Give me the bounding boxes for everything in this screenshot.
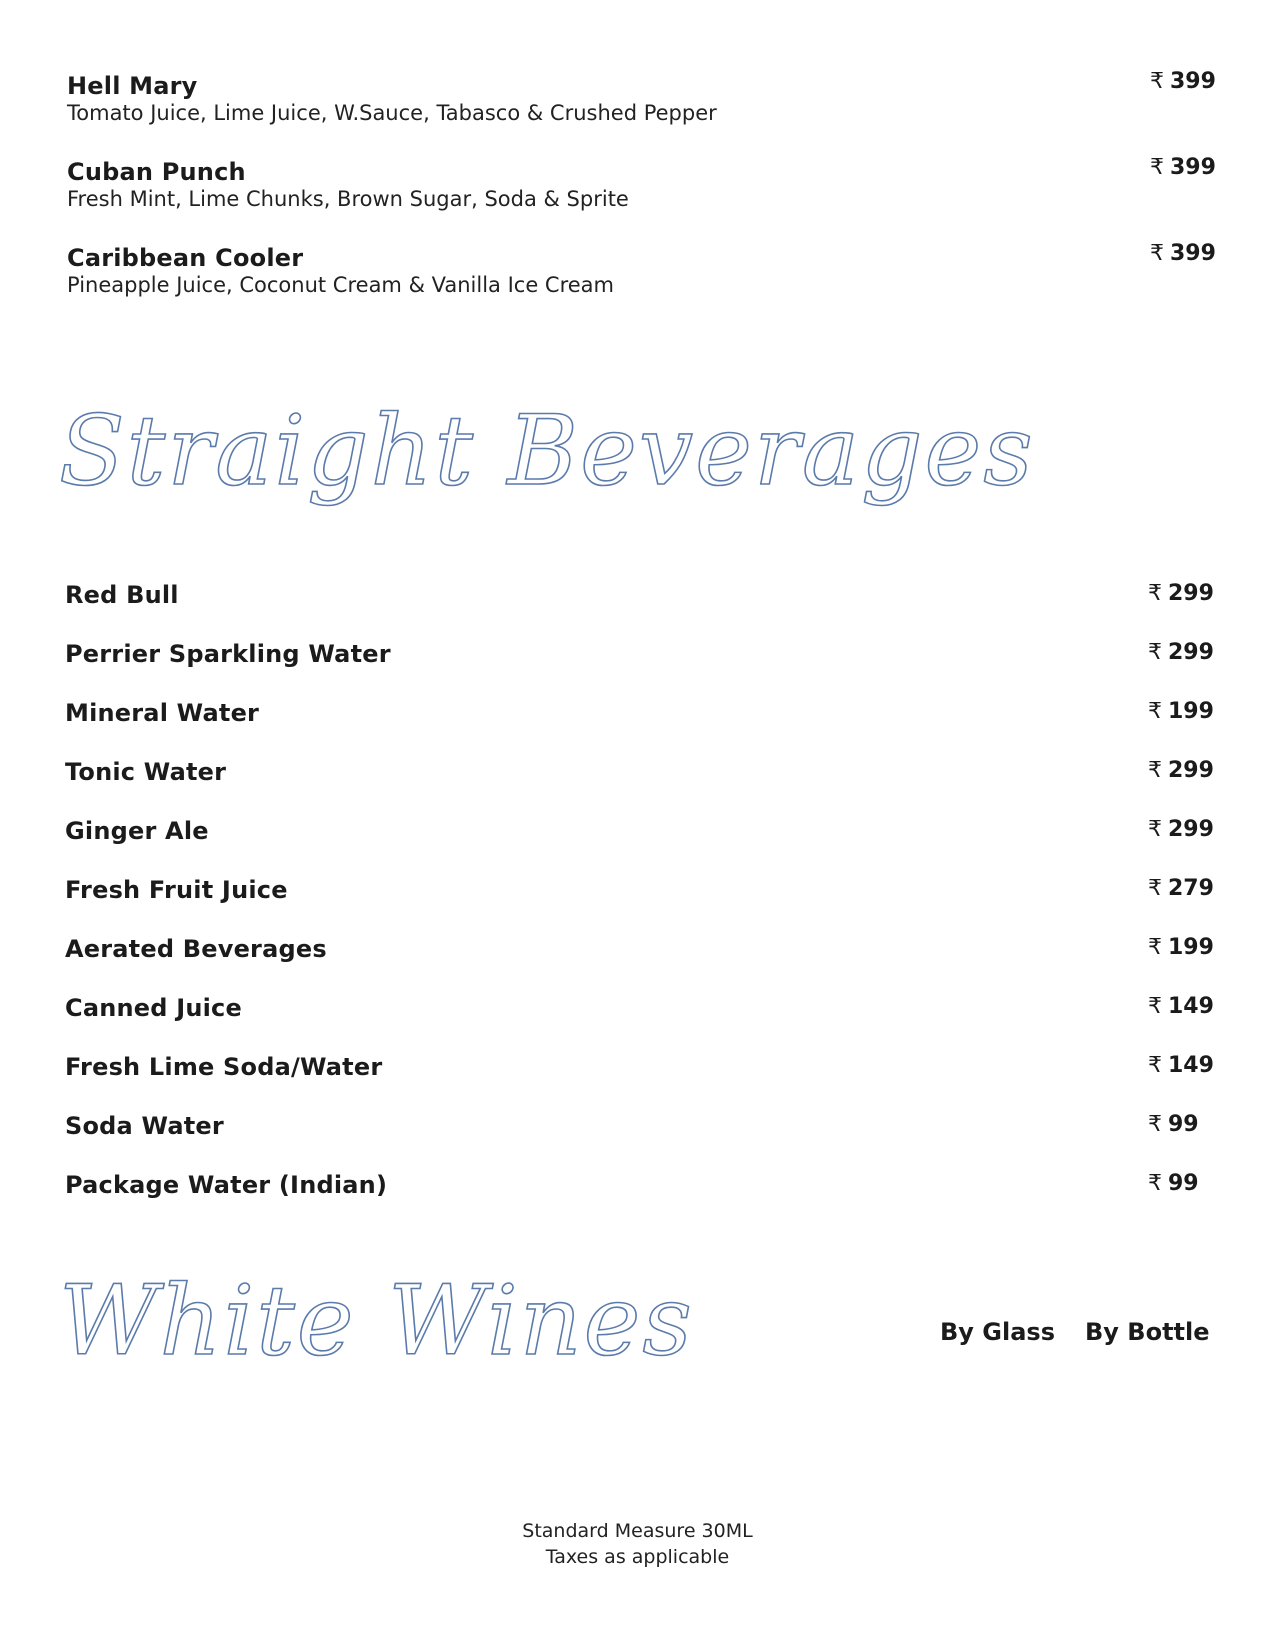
item-name: Mineral Water [65,699,260,727]
rupee-icon: ₹ [1148,1112,1162,1137]
price-value: 299 [1168,581,1214,606]
rupee-icon: ₹ [1148,876,1162,901]
list-item [65,581,1275,621]
item-name: Fresh Lime Soda/Water [65,1053,383,1081]
item-price [1148,1112,1199,1137]
item-price [1148,1171,1199,1196]
section-heading-white-wines [55,1250,694,1380]
price-value: 279 [1168,876,1214,901]
rupee-icon: ₹ [1148,1053,1162,1078]
list-item [65,935,1275,975]
item-name: Tonic Water [65,758,227,786]
rupee-icon: ₹ [1148,1171,1162,1196]
price-value: 149 [1168,1053,1214,1078]
price-value: 199 [1168,699,1214,724]
section-heading-straight-beverages [55,372,1035,542]
list-item [65,640,1275,680]
list-item [65,994,1275,1034]
footer-note [0,1518,1275,1570]
column-header-by-glass: By Glass [940,1318,1055,1346]
rupee-icon: ₹ [1148,994,1162,1019]
rupee-icon: ₹ [1148,935,1162,960]
footer-measure: Standard Measure 30ML [522,1520,753,1542]
item-description: Pineapple Juice, Coconut Cream & Vanilla Ice Cream [67,273,614,297]
price-value: 299 [1168,640,1214,665]
menu-item [67,241,1275,314]
price-value: 149 [1168,994,1214,1019]
price-value: 199 [1168,935,1214,960]
list-item [65,699,1275,739]
footer-taxes: Taxes as applicable [545,1546,730,1568]
column-header-by-bottle: By Bottle [1085,1318,1210,1346]
heading-text: Straight Beverages [59,395,1035,507]
item-name: Package Water (Indian) [65,1171,388,1199]
menu-item [67,155,1275,228]
item-price [1148,699,1214,724]
rupee-icon: ₹ [1148,581,1162,606]
list-item [65,876,1275,916]
rupee-icon: ₹ [1148,640,1162,665]
item-price [1148,994,1214,1019]
item-name: Red Bull [65,581,179,609]
price-value: 299 [1168,817,1214,842]
rupee-icon: ₹ [1148,699,1162,724]
item-description: Tomato Juice, Lime Juice, W.Sauce, Tabasco & Crushed Pepper [67,101,717,125]
item-price [1148,758,1214,783]
rupee-icon: ₹ [1150,155,1164,180]
item-description: Fresh Mint, Lime Chunks, Brown Sugar, Soda & Sprite [67,187,629,211]
rupee-icon: ₹ [1148,758,1162,783]
item-price [1148,640,1214,665]
price-value: 99 [1168,1171,1199,1196]
item-name: Fresh Fruit Juice [65,876,288,904]
item-name: Cuban Punch [67,158,246,186]
heading-text: White Wines [59,1265,694,1377]
item-name: Caribbean Cooler [67,244,304,272]
item-price [1150,241,1216,266]
item-price [1148,581,1214,606]
list-item [65,1171,1275,1211]
item-price [1150,69,1216,94]
list-item [65,758,1275,798]
item-name: Soda Water [65,1112,224,1140]
item-price [1150,155,1216,180]
rupee-icon: ₹ [1150,241,1164,266]
item-name: Hell Mary [67,72,198,100]
item-price [1148,817,1214,842]
script-heading-svg [55,1250,694,1380]
item-price [1148,1053,1214,1078]
price-value: 399 [1170,241,1216,266]
rupee-icon: ₹ [1150,69,1164,94]
price-value: 299 [1168,758,1214,783]
price-value: 399 [1170,155,1216,180]
item-name: Canned Juice [65,994,242,1022]
item-price [1148,935,1214,960]
menu-item [67,69,1275,142]
price-value: 399 [1170,69,1216,94]
rupee-icon: ₹ [1148,817,1162,842]
list-item [65,817,1275,857]
list-item [65,1112,1275,1152]
script-heading-svg [55,372,1035,542]
item-name: Aerated Beverages [65,935,327,963]
item-price [1148,876,1214,901]
item-name: Perrier Sparkling Water [65,640,391,668]
list-item [65,1053,1275,1093]
item-name: Ginger Ale [65,817,209,845]
price-value: 99 [1168,1112,1199,1137]
